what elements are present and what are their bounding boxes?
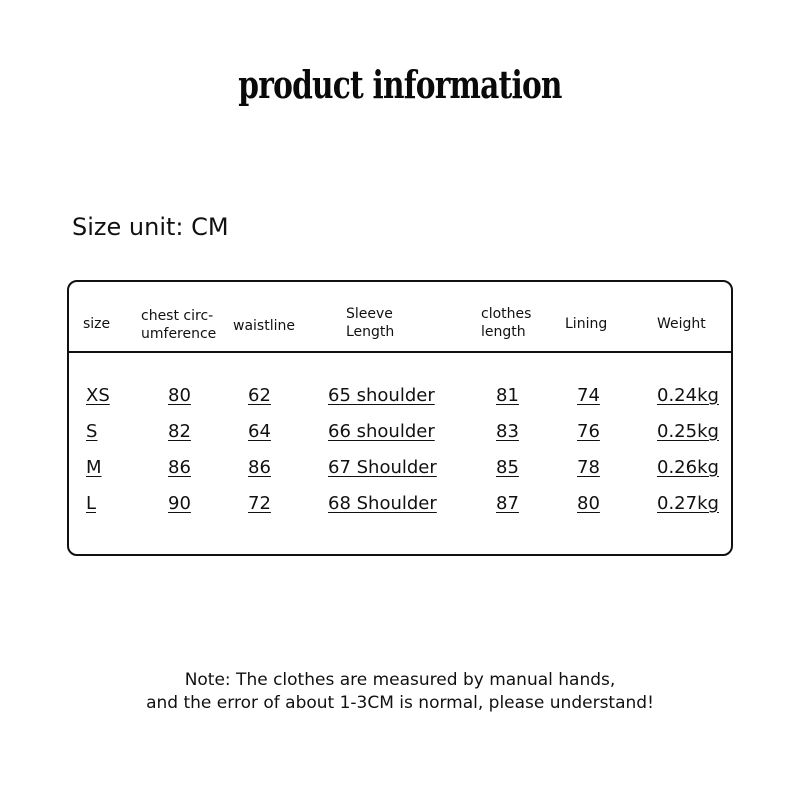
header-lining: Lining — [565, 316, 608, 332]
note-line-2: and the error of about 1-3CM is normal, please understand! — [146, 693, 654, 713]
size-table — [67, 280, 733, 556]
cell-size: M — [86, 457, 102, 478]
cell-chest: 82 — [168, 421, 191, 442]
cell-chest: 90 — [168, 493, 191, 514]
header-chest-circumference: chest circ- umference — [141, 308, 217, 342]
header-sleeve-length: Sleeve Length — [346, 306, 395, 340]
size-unit-label: Size unit: CM — [72, 213, 229, 241]
page-title: product information — [238, 62, 562, 107]
header-clothes-length: clothes length — [481, 306, 532, 340]
note-line-1: Note: The clothes are measured by manual hands, — [184, 670, 616, 690]
cell-waist: 72 — [248, 493, 271, 514]
cell-size: L — [86, 493, 97, 514]
cell-sleeve: 67 Shoulder — [328, 457, 437, 478]
header-weight: Weight — [657, 316, 706, 332]
cell-length: 81 — [496, 385, 519, 406]
cell-length: 83 — [496, 421, 519, 442]
cell-weight: 0.26kg — [657, 457, 719, 478]
header-waistline: waistline — [233, 318, 295, 334]
cell-size: XS — [86, 385, 110, 406]
cell-weight: 0.25kg — [657, 421, 719, 442]
cell-length: 87 — [496, 493, 519, 514]
cell-weight: 0.27kg — [657, 493, 719, 514]
cell-waist: 62 — [248, 385, 271, 406]
cell-lining: 76 — [577, 421, 600, 442]
cell-length: 85 — [496, 457, 519, 478]
cell-chest: 86 — [168, 457, 191, 478]
cell-lining: 74 — [577, 385, 600, 406]
cell-sleeve: 66 shoulder — [328, 421, 435, 442]
cell-lining: 80 — [577, 493, 600, 514]
measurement-note — [0, 669, 800, 715]
cell-waist: 86 — [248, 457, 271, 478]
cell-chest: 80 — [168, 385, 191, 406]
cell-weight: 0.24kg — [657, 385, 719, 406]
cell-sleeve: 68 Shoulder — [328, 493, 437, 514]
header-divider — [69, 351, 731, 353]
cell-size: S — [86, 421, 98, 442]
cell-waist: 64 — [248, 421, 271, 442]
cell-lining: 78 — [577, 457, 600, 478]
header-size: size — [83, 316, 111, 332]
cell-sleeve: 65 shoulder — [328, 385, 435, 406]
